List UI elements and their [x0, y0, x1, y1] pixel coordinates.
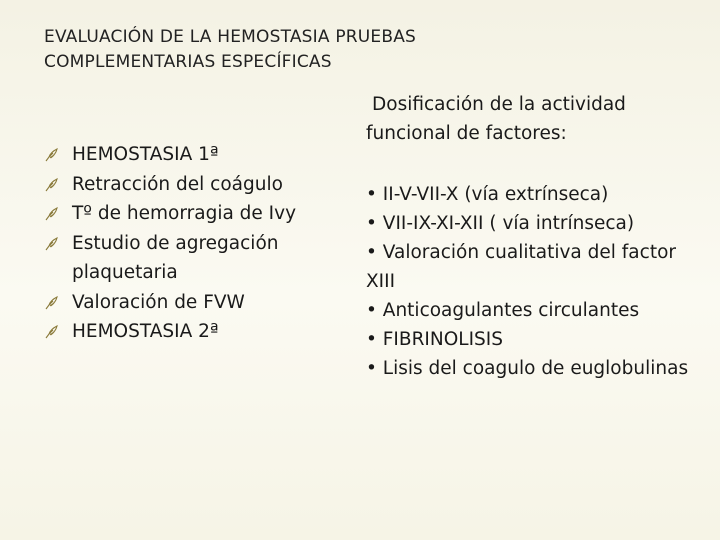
left-item-text: Retracción del coágulo	[72, 173, 283, 195]
list-item: • Lisis del coagulo de euglobulinas	[366, 358, 689, 379]
list-item: • Valoración cualitativa del factor XIII	[366, 242, 676, 292]
feather-quill-icon	[44, 148, 58, 162]
left-item-text: Valoración de FVW	[72, 291, 245, 313]
right-heading-line-2: funcional de factores:	[366, 123, 567, 144]
right-column	[366, 90, 706, 383]
list-item	[44, 199, 319, 229]
list-item: • FIBRINOLISIS	[366, 329, 503, 350]
left-item-text: Tº de hemorragia de Ivy	[72, 203, 297, 224]
left-bullet-list	[44, 140, 319, 347]
left-item-text: HEMOSTASIA 2ª	[72, 321, 219, 342]
list-item: • VII-IX-XI-XII ( vía intrínseca)	[366, 213, 635, 234]
list-item	[44, 229, 319, 288]
list-item	[44, 140, 319, 170]
list-item	[44, 170, 319, 200]
right-heading-line-1: Dosificación de la actividad	[372, 94, 626, 115]
feather-quill-icon	[44, 237, 58, 251]
feather-quill-icon	[44, 207, 58, 221]
feather-quill-icon	[44, 325, 58, 339]
list-item: • Anticoagulantes circulantes	[366, 300, 640, 321]
list-item	[44, 288, 319, 318]
slide-title-line-1: EVALUACIÓN DE LA HEMOSTASIA PRUEBAS	[44, 27, 417, 47]
slide-title	[44, 25, 644, 75]
slide-title-line-2: COMPLEMENTARIAS ESPECÍFICAS	[44, 52, 332, 72]
left-item-text: Estudio de agregación plaquetaria	[72, 232, 279, 283]
right-heading	[366, 90, 706, 148]
list-item: • II-V-VII-X (vía extrínseca)	[366, 184, 609, 205]
feather-quill-icon	[44, 178, 58, 192]
feather-quill-icon	[44, 296, 58, 310]
left-item-text: HEMOSTASIA 1ª	[72, 144, 219, 165]
right-item-list	[366, 180, 706, 383]
list-item	[44, 317, 319, 347]
